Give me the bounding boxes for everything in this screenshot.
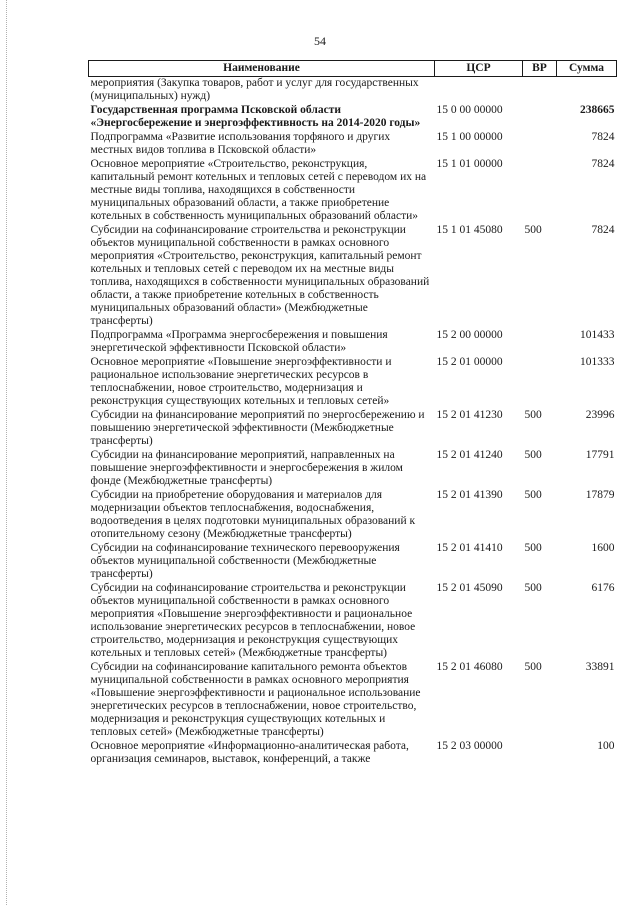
table-row <box>89 329 617 356</box>
row-name: Субсидии на приобретение оборудования и материалов для модернизации объектов теплоснабжения, водоснабжения, водоотведения в целях подготовки муниципальных образований к отопительному сезону (Межбюджетные трансферты) <box>90 489 416 540</box>
row-vr: 500 <box>524 582 542 594</box>
row-vr: 500 <box>524 449 542 461</box>
row-sum: 33891 <box>585 661 615 673</box>
row-csr: 15 2 03 00000 <box>436 740 503 752</box>
row-sum: 238665 <box>580 104 615 116</box>
row-name: Субсидии на финансирование мероприятий по энергосбережению и повышению энергетической эффективности (Межбюджетные трансферты) <box>90 409 425 447</box>
row-vr <box>523 104 557 131</box>
column-header-vr: ВР <box>523 61 557 77</box>
row-name: Основное мероприятие «Повышение энергоэффективности и рациональное использование энергетических ресурсов в теплоснабжении, новое строительство, модернизация и реконструкция существующих котельных и тепловых сетей» <box>90 356 392 407</box>
row-sum: 17879 <box>585 489 615 501</box>
table-header-row <box>89 61 617 77</box>
row-name: Субсидии на софинансирование строительства и реконструкции объектов муниципальной собственности в рамках основного мероприятия «Строительство, реконструкция, капитальный ремонт котельных и тепловых сетей с переводом их на местные виды топлива, находящихся в собственности муниципальных образований области, а также приобретение котельных в собственность муниципальных образований области» (Межбюджетные трансферты) <box>90 224 430 327</box>
row-csr: 15 2 00 00000 <box>436 329 503 341</box>
row-vr: 500 <box>524 661 542 673</box>
table-row <box>89 542 617 582</box>
row-vr: 500 <box>524 224 542 236</box>
row-csr: 15 2 01 41230 <box>436 409 503 421</box>
row-name: Подпрограмма «Развитие использования торфяного и других местных видов топлива в Псковской области» <box>90 131 391 156</box>
row-name: Государственная программа Псковской области «Энергосбережение и энергоэффективность на 2014-2020 годы» <box>90 104 421 129</box>
row-vr: 500 <box>524 409 542 421</box>
page-number: 54 <box>314 34 326 48</box>
row-csr: 15 2 01 41240 <box>436 449 503 461</box>
table-row <box>89 661 617 740</box>
row-name: Субсидии на софинансирование технического перевооружения объектов муниципальной собственности (Межбюджетные трансферты) <box>90 542 400 580</box>
row-vr <box>523 356 557 409</box>
row-name: мероприятия (Закупка товаров, работ и услуг для государственных (муниципальных) нужд) <box>90 77 419 102</box>
row-vr: 500 <box>524 489 542 501</box>
row-csr: 15 2 01 45090 <box>436 582 503 594</box>
row-sum: 1600 <box>591 542 615 554</box>
row-sum: 101433 <box>580 329 615 341</box>
table-row <box>89 224 617 329</box>
row-name: Основное мероприятие «Информационно-аналитическая работа, организация семинаров, выставок, конференций, а также <box>90 740 409 765</box>
row-sum: 7824 <box>591 131 615 143</box>
row-name: Субсидии на софинансирование капитального ремонта объектов муниципальной собственности в рамках основного мероприятия «Повышение энергоэффективности и рациональное использование энергетических ресурсов в теплоснабжении, новое строительство, модернизация и реконструкция существующих котельных и тепловых сетей» (Межбюджетные трансферты) <box>90 661 421 738</box>
table-row <box>89 131 617 158</box>
row-name: Основное мероприятие «Строительство, реконструкция, капитальный ремонт котельных и тепловых сетей с переводом их на местные виды топлива, находящихся в собственности муниципальных образований области, а также приобретение котельных в собственность муниципальных образований области» <box>90 158 427 222</box>
page-edge <box>6 0 7 905</box>
row-sum: 7824 <box>591 224 615 236</box>
row-csr: 15 1 01 45080 <box>436 224 503 236</box>
row-name: Субсидии на финансирование мероприятий, направленных на повышение энергоэффективности и энергосбережения в жилом фонде (Межбюджетные трансферты) <box>90 449 403 487</box>
table-row <box>89 489 617 542</box>
column-header-sum: Сумма <box>557 61 617 77</box>
table-row-program <box>89 104 617 131</box>
row-vr <box>523 131 557 158</box>
budget-table <box>88 60 617 767</box>
table-row <box>89 77 617 105</box>
row-csr: 15 0 00 00000 <box>436 104 503 116</box>
row-sum: 7824 <box>591 158 615 170</box>
table-row <box>89 158 617 224</box>
row-csr: 15 1 01 00000 <box>436 158 503 170</box>
row-csr: 15 2 01 00000 <box>436 356 503 368</box>
row-csr: 15 1 00 00000 <box>436 131 503 143</box>
table-row <box>89 409 617 449</box>
row-name: Подпрограмма «Программа энергосбережения и повышения энергетической эффективности Псковской области» <box>90 329 388 354</box>
table-row <box>89 582 617 661</box>
table-row <box>89 449 617 489</box>
row-vr <box>523 158 557 224</box>
row-vr <box>523 740 557 767</box>
row-csr <box>435 77 523 105</box>
row-sum <box>557 77 617 105</box>
table-row <box>89 740 617 767</box>
row-vr <box>523 329 557 356</box>
row-csr: 15 2 01 46080 <box>436 661 503 673</box>
row-sum: 23996 <box>585 409 615 421</box>
row-sum: 100 <box>597 740 615 752</box>
row-sum: 6176 <box>591 582 615 594</box>
row-name: Субсидии на софинансирование строительства и реконструкции объектов муниципальной собственности в рамках основного мероприятия «Повышение энергоэффективности и рациональное использование энергетических ресурсов в теплоснабжении, новое строительство, модернизация и реконструкция существующих котельных и тепловых сетей» (Межбюджетные трансферты) <box>90 582 416 659</box>
row-sum: 17791 <box>585 449 615 461</box>
column-header-csr: ЦСР <box>435 61 523 77</box>
row-sum: 101333 <box>580 356 615 368</box>
row-vr <box>523 77 557 105</box>
row-csr: 15 2 01 41410 <box>436 542 503 554</box>
table-row <box>89 356 617 409</box>
row-csr: 15 2 01 41390 <box>436 489 503 501</box>
column-header-name: Наименование <box>89 61 435 77</box>
row-vr: 500 <box>524 542 542 554</box>
